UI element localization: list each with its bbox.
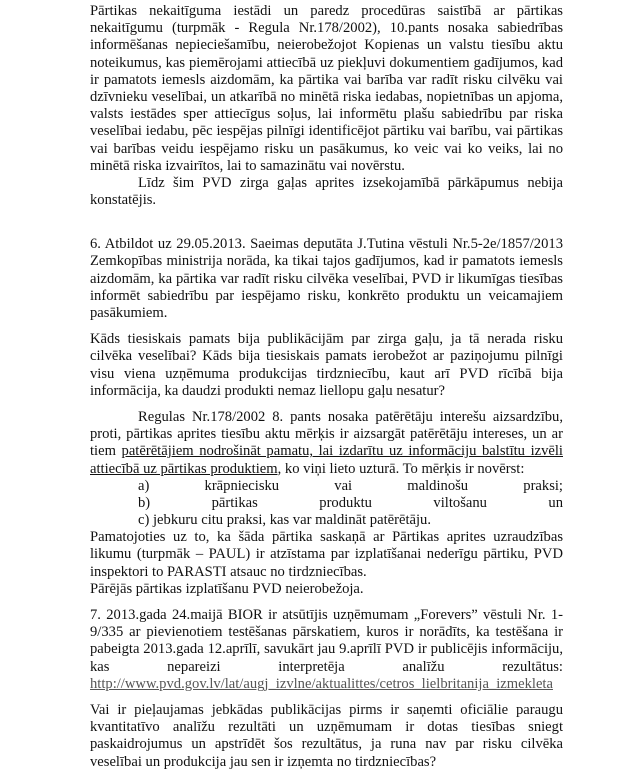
text-line: proti, pārtikas aprites tiesību aktu mērķis ir aizsargāt patērētāju intereses, un ar bbox=[90, 426, 563, 443]
text-line: vai barības veidu iespējamo risku un pasākumus, ko veic vai ko veiks, lai no bbox=[90, 140, 563, 157]
text-line: konstatējis. bbox=[90, 192, 157, 209]
paragraph-question-legal-basis bbox=[90, 331, 563, 400]
list-item: b) pārtikas produktu viltošanu un bbox=[138, 494, 563, 511]
underlined-text: patērētājiem nodrošināt pamatu, lai izdarītu uz informāciju balstītu izvēli bbox=[121, 443, 563, 460]
text-line: pasākumiem. bbox=[90, 305, 168, 321]
text-line: 6. Atbildot uz 29.05.2013. Saeimas deputāta J.Tutina vēstuli Nr.5-2e/1857/2013 bbox=[90, 236, 563, 253]
text-line: dzīvnieku veselībai, un atkarībā no minētā riska iedabas, nopietnības un apjoma, bbox=[90, 88, 563, 105]
underlined-text: attiecībā uz pārtikas produktiem, bbox=[90, 460, 282, 477]
text-line: veselībai un produkcija jau sen ir izņemta no tirdzniecības? bbox=[90, 753, 437, 770]
text-line: likumu (turpmāk – PAUL) ir atzīstama par izplatīšanai nederīgu pārtiku, PVD bbox=[90, 546, 563, 563]
document-page bbox=[90, 3, 563, 771]
text-segment: ko viņi lieto uzturā. To mērķis ir novērst: bbox=[281, 460, 525, 477]
pvd-article-link[interactable]: http://www.pvd.gov.lv/lat/augj_izvlne/aktualittes/cetros_lielbritanija_izmekleta bbox=[90, 675, 553, 692]
text-line: nekaitīgumu (turpmāk - Regula Nr.178/2002), 10.pants nosaka sabiedrības bbox=[90, 20, 563, 37]
paragraph-point-7 bbox=[90, 607, 563, 693]
text-line: minētā riska izvairītos, lai to samazinātu vai novērstu. bbox=[90, 157, 405, 174]
paragraph-no-violations bbox=[90, 175, 563, 209]
text-line: Pamatojoties uz to, ka šāda pārtika saskaņā ar Pārtikas aprites uzraudzības bbox=[90, 529, 563, 546]
paragraph-other-food bbox=[90, 581, 563, 598]
list-item: a) krāpniecisku vai maldinošu praksi; bbox=[138, 477, 563, 494]
text-line: 7. 2013.gada 24.maijā BIOR ir atsūtījis uzņēmumam „Forevers” vēstuli Nr. 1- bbox=[90, 607, 563, 623]
text-line: Pārējās pārtikas izplatīšanu PVD neierobežoja. bbox=[90, 580, 364, 597]
text-line: Regulas Nr.178/2002 8. pants nosaka patērētāju interešu aizsardzību, bbox=[138, 408, 563, 425]
text-line: cilvēka veselībai? Kāds bija tiesiskais pamats ierobežot ar paziņojumu pilnīgi bbox=[90, 348, 563, 365]
text-line: noteikumus, kas piemērojami attiecībā uz piekļuvi dokumentiem gadījumos, kad bbox=[90, 54, 563, 71]
text-line: Pārtikas nekaitīguma iestādi un paredz procedūras saistībā ar pārtikas bbox=[90, 3, 563, 19]
text-line: veselībai iedabu, pēc iespējas pilnīgi identificējot pārtiku vai barību, vai pārtikas bbox=[90, 123, 563, 140]
text-line: kas nepareizi interpretēja analīžu rezultātus: bbox=[90, 658, 563, 675]
text-line: valsts iestādes sper attiecīgus soļus, lai informētu plašu sabiedrību par riska bbox=[90, 106, 563, 123]
text-line: ir pamatots iemesls aizdomām, ka pārtika vai barība var radīt risku cilvēku vai bbox=[90, 71, 563, 88]
text-line: Vai ir pieļaujamas jebkādas publikācijas pirms ir saņemti oficiālie paraugu bbox=[90, 701, 563, 718]
text-line: informēt sabiedrību par iespējamo risku, konkrēto produktu un veicamajiem bbox=[90, 287, 563, 304]
text-line: paskaidrojumus un apstrīdēt šos rezultātus, ja runa nav par risku cilvēka bbox=[90, 736, 563, 753]
text-line: pabeigta 2013.gada 12.aprīlī, savukārt jau 9.aprīlī PVD ir publicējis informāciju, bbox=[90, 641, 563, 658]
text-line: Līdz šim PVD zirga gaļas aprites izsekojamībā pārkāpumus nebija bbox=[138, 174, 563, 191]
paragraph-regulation-article-10 bbox=[90, 3, 563, 175]
text-line: 9/335 ar pievienotiem testēšanas pārskatiem, kuros ir norādīts, ka testēšana ir bbox=[90, 624, 563, 641]
paragraph-regulation-article-8 bbox=[90, 409, 563, 478]
text-line bbox=[90, 461, 563, 478]
list-item: c) jebkuru citu praksi, kas var maldināt patērētāju. bbox=[138, 512, 431, 529]
paragraph-question-publications bbox=[90, 702, 563, 771]
list-prevention-aims bbox=[90, 478, 563, 530]
text-line: Zemkopības ministrija norāda, ka tikai tajos gadījumos, kad ir pamatots iemesls bbox=[90, 253, 563, 270]
text-line: informācija, ka daudzi produkti nemaz liellopu gaļu nesatur? bbox=[90, 382, 445, 399]
text-line: visu viena uzņēmuma produkcijas tirdzniecību, kaut arī PVD rīcībā bija bbox=[90, 365, 563, 382]
text-line: informēšanas nepieciešamību, neierobežojot Kopienas un valstu tiesību aktu bbox=[90, 37, 563, 54]
text-segment: tiem bbox=[90, 443, 122, 460]
text-line: inspektori to PARASTI atsauc no tirdzniecības. bbox=[90, 563, 367, 580]
text-line bbox=[90, 676, 563, 693]
paragraph-point-6 bbox=[90, 236, 563, 322]
text-line: aizdomām, ka pārtika var radīt risku cilvēka veselībai, PVD ir likumīgas tiesības bbox=[90, 270, 563, 287]
paragraph-paul-law bbox=[90, 529, 563, 581]
text-line: Kāds tiesiskais pamats bija publikācijām par zirga gaļu, ja tā nerada risku bbox=[90, 331, 563, 348]
text-line bbox=[90, 443, 563, 460]
text-line: kvantitatīvo analīžu rezultāti un uzņēmumam ir dotas tiesības sniegt bbox=[90, 719, 563, 736]
